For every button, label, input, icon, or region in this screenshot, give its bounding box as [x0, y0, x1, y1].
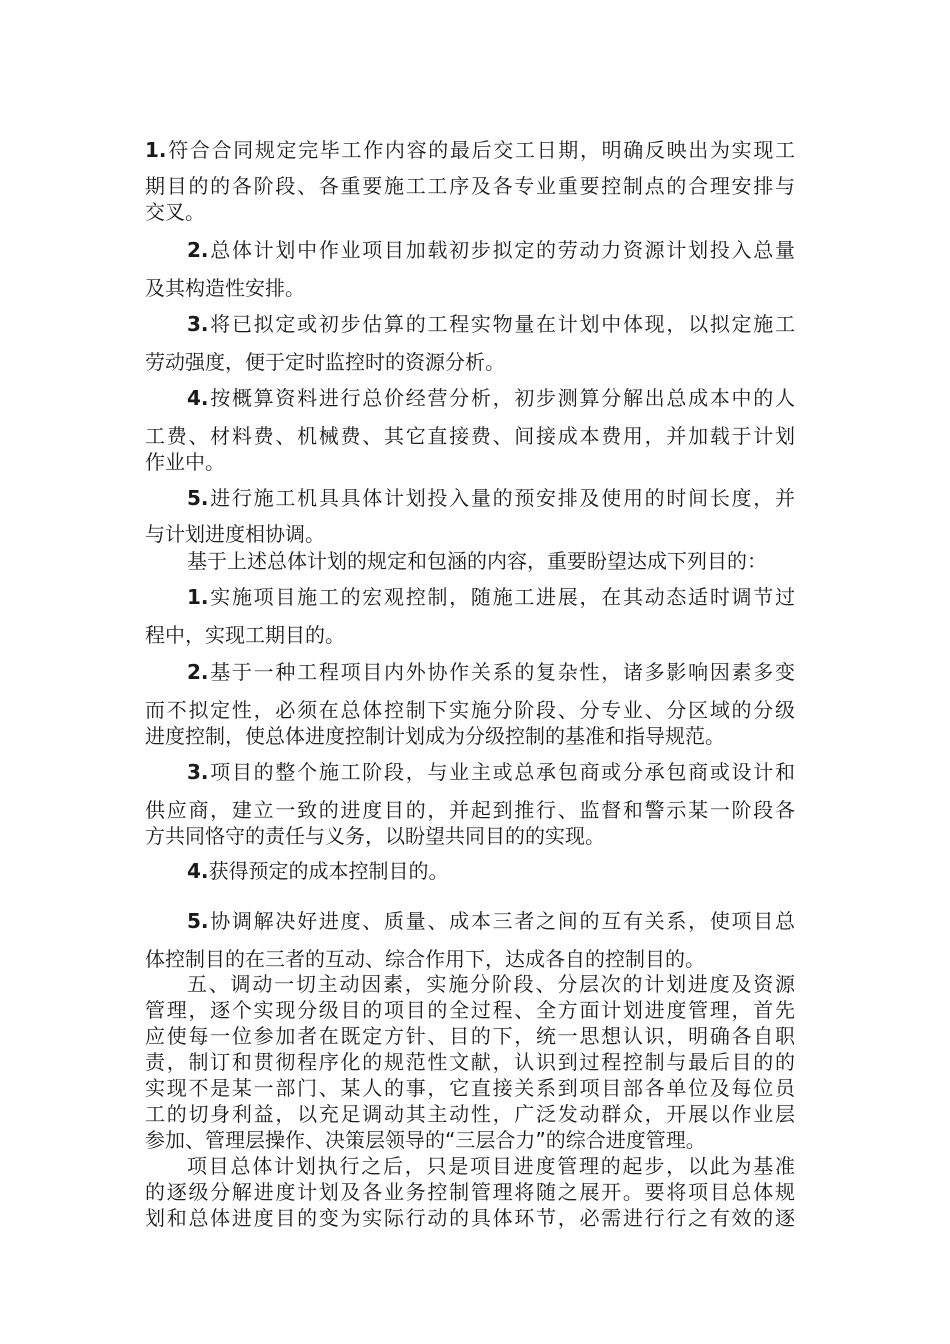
text-line: 管理，逐个实现分级目的项目的全过程、全方面计划进度管理，首先 [145, 998, 795, 1022]
paragraph-goal-4 [145, 858, 795, 884]
document-page [145, 0, 795, 1344]
paragraph-goal-1 [145, 584, 795, 648]
text-line: 的逐级分解进度计划及各业务控制管理将随之展开。要将项目总体规 [145, 1180, 795, 1204]
paragraph-item-3 [145, 311, 795, 375]
text-line: 5.协调解决好进度、质量、成本三者之间的互有关系，使项目总 [187, 909, 795, 933]
paragraph-section-5 [145, 971, 795, 1153]
text-line: 与计划进度相协调。 [145, 522, 325, 546]
text-line: 2.基于一种工程项目内外协作关系的复杂性，诸多影响因素多变 [187, 660, 795, 684]
text-line: 项目总体计划执行之后，只是项目进度管理的起步，以此为基准 [187, 1154, 795, 1178]
text-line: 1.实施项目施工的宏观控制，随施工进展，在其动态适时调节过 [187, 585, 795, 609]
text-line: 进度控制，使总体进度控制计划成为分级控制的基准和指导规范。 [145, 724, 725, 748]
text-line: 责，制订和贯彻程序化的规范性文献，认识到过程控制与最后目的的 [145, 1050, 795, 1074]
text-line: 1.符合合同规定完毕工作内容的最后交工日期，明确反映出为实现工 [145, 138, 795, 162]
text-line: 期目的的各阶段、各重要施工工序及各专业重要控制点的合理安排与 [145, 174, 795, 198]
paragraph-goal-5 [145, 908, 795, 972]
text-line: 3.将已拟定或初步估算的工程实物量在计划中体现，以拟定施工 [187, 312, 795, 336]
paragraph-closing [145, 1153, 795, 1231]
text-line: 而不拟定性，必须在总体控制下实施分阶段、分专业、分区域的分级 [145, 698, 795, 722]
text-line: 方共同恪守的责任与义务，以盼望共同目的的实现。 [145, 824, 605, 848]
text-line: 程中，实现工期目的。 [145, 623, 345, 647]
paragraph-goal-3 [145, 759, 795, 849]
text-line: 工费、材料费、机械费、其它直接费、间接成本费用，并加载于计划 [145, 424, 795, 448]
text-line: 5.进行施工机具具体计划投入量的预安排及使用的时间长度，并 [187, 486, 795, 510]
text-line: 工的切身利益，以充足调动其主动性，广泛发动群众，开展以作业层 [145, 1102, 795, 1126]
text-line: 体控制目的在三者的互动、综合作用下，达成各自的控制目的。 [145, 947, 705, 971]
text-line: 应使每一位参加者在既定方针、目的下，统一思想认识，明确各自职 [145, 1024, 795, 1048]
text-line: 3.项目的整个施工阶段，与业主或总承包商或分承包商或设计和 [187, 760, 795, 784]
text-line: 五、调动一切主动因素，实施分阶段、分层次的计划进度及资源 [187, 972, 795, 996]
text-line: 4.按概算资料进行总价经营分析，初步测算分解出总成本中的人 [187, 386, 795, 410]
text-line: 划和总体进度目的变为实际行动的具体环节，必需进行行之有效的逐 [145, 1206, 795, 1230]
paragraph-item-1 [145, 137, 795, 225]
text-line: 供应商，建立一致的进度目的，并起到推行、监督和警示某一阶段各 [145, 798, 795, 822]
text-line: 基于上述总体计划的规定和包涵的内容，重要盼望达成下列目的： [187, 549, 767, 573]
paragraph-intro-goals [145, 548, 795, 574]
text-line: 参加、管理层操作、决策层领导的“三层合力”的综合进度管理。 [145, 1128, 706, 1152]
paragraph-item-4 [145, 385, 795, 475]
paragraph-item-5 [145, 485, 795, 547]
text-line: 实现不是某一部门、某人的事，它直接关系到项目部各单位及每位员 [145, 1076, 795, 1100]
text-line: 2.总体计划中作业项目加载初步拟定的劳动力资源计划投入总量 [187, 238, 795, 262]
text-line: 及其构造性安排。 [145, 276, 305, 300]
text-line: 作业中。 [145, 450, 225, 474]
text-line: 4.获得预定的成本控制目的。 [187, 859, 449, 883]
text-line: 交叉。 [145, 200, 205, 224]
text-line: 劳动强度，便于定时监控时的资源分析。 [145, 350, 505, 374]
paragraph-item-2 [145, 237, 795, 301]
paragraph-goal-2 [145, 659, 795, 749]
